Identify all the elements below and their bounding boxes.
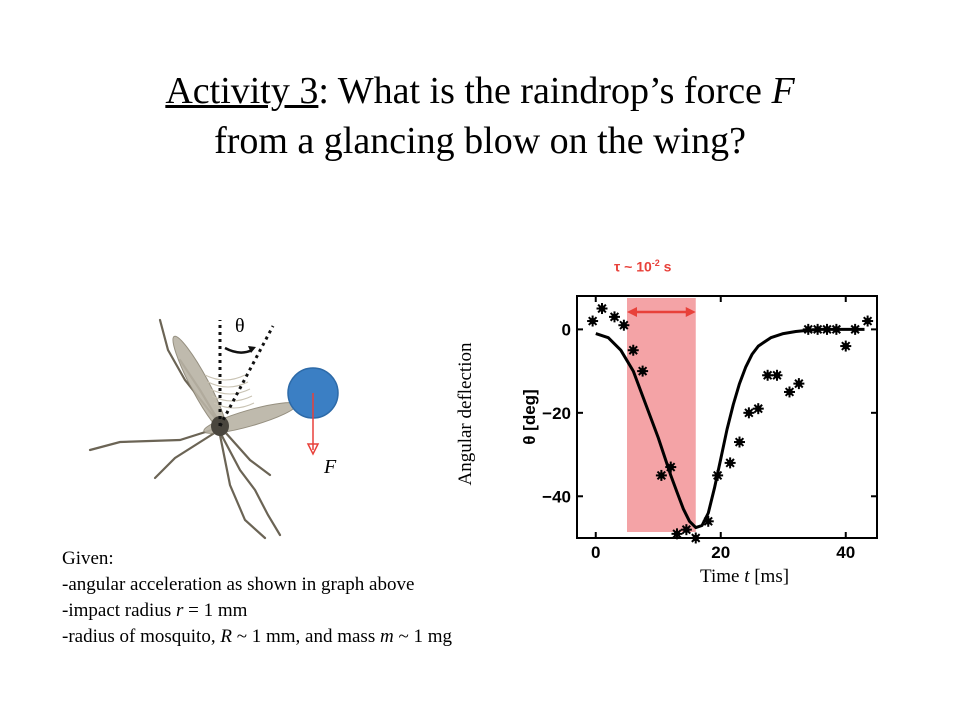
- data-point: [665, 462, 676, 473]
- data-point: [862, 316, 873, 327]
- data-point: [703, 516, 714, 527]
- slide-title: [60, 66, 900, 166]
- data-point: [831, 324, 842, 335]
- y-axis-inner-label: θ [deg]: [520, 389, 539, 445]
- deflection-chart: [520, 280, 890, 570]
- x-tick-label-0: 0: [591, 543, 601, 562]
- title-line-2: from a glancing blow on the wing?: [214, 120, 746, 162]
- x-tick-label-2: 40: [836, 543, 856, 562]
- data-point: [850, 324, 861, 335]
- data-point: [597, 303, 608, 314]
- given-block: [62, 546, 452, 650]
- data-point: [725, 457, 736, 468]
- data-point: [793, 378, 804, 389]
- data-point: [618, 320, 629, 331]
- tau-annotation: [614, 258, 671, 275]
- data-point: [840, 341, 851, 352]
- force-label: F: [324, 456, 337, 478]
- title-force-var: F: [771, 70, 795, 112]
- tau-unit: s: [659, 258, 672, 275]
- tau-exponent: -2: [651, 258, 660, 268]
- x-axis-label: [700, 566, 789, 588]
- x-label-var: t: [744, 566, 750, 587]
- data-point: [628, 345, 639, 356]
- y-tick-label-2: −40: [542, 487, 571, 507]
- given-line-3: -radius of mosquito, R ~ 1 mm, and mass m ~ 1 mg: [62, 626, 453, 647]
- data-point: [822, 324, 833, 335]
- x-tick-label-1: 20: [711, 543, 731, 562]
- leg-left-front: [90, 428, 218, 450]
- data-point: [743, 407, 754, 418]
- activity-label: Activity 3: [165, 70, 319, 112]
- plot-frame: [577, 296, 877, 538]
- y-axis-outer-label: Angular deflection: [455, 342, 476, 486]
- data-point: [784, 386, 795, 397]
- data-point: [672, 528, 683, 539]
- highlight-band: [627, 298, 696, 532]
- data-point: [712, 470, 723, 481]
- x-label-unit: [ms]: [749, 566, 790, 587]
- data-point: [681, 524, 692, 535]
- data-point: [637, 366, 648, 377]
- data-point: [656, 470, 667, 481]
- data-point: [762, 370, 773, 381]
- data-point: [609, 311, 620, 322]
- data-point: [587, 316, 598, 327]
- data-point: [803, 324, 814, 335]
- x-label-prefix: Time: [700, 566, 745, 587]
- y-tick-label-1: −20: [542, 403, 571, 423]
- theta-label: θ: [235, 315, 245, 337]
- angle-arc: [225, 348, 252, 353]
- data-point: [772, 370, 783, 381]
- tau-prefix: τ ~ 10: [614, 258, 652, 275]
- data-point: [690, 533, 701, 544]
- data-point: [812, 324, 823, 335]
- data-point: [734, 437, 745, 448]
- mosquito-illustration: [80, 290, 370, 550]
- given-heading: Given:: [62, 548, 114, 569]
- y-tick-label-0: 0: [561, 320, 571, 340]
- given-line-2: -impact radius r = 1 mm: [62, 600, 248, 621]
- title-question: : What is the raindrop’s force: [318, 70, 772, 112]
- given-line-1: -angular acceleration as shown in graph above: [62, 574, 415, 595]
- data-point: [753, 403, 764, 414]
